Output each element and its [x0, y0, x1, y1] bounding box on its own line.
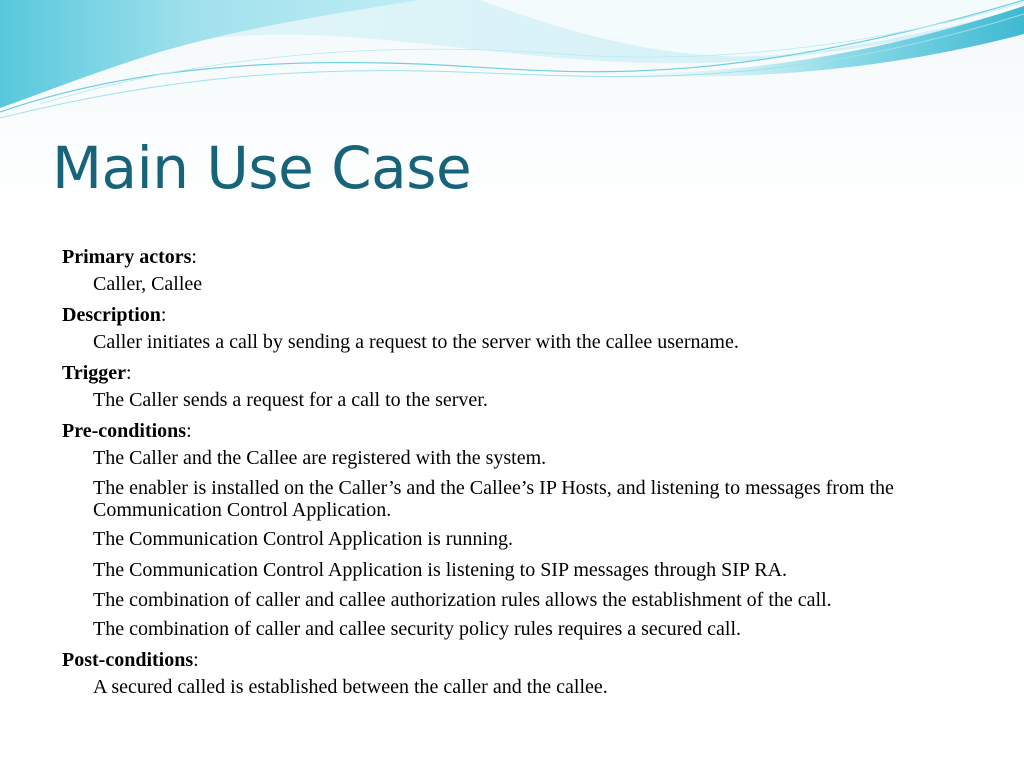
list-item: The Communication Control Application is running. — [93, 528, 513, 550]
heading-label: Post-conditions — [62, 649, 194, 671]
list-item: The Caller and the Callee are registered with the system. — [93, 447, 547, 469]
heading-label: Description — [62, 304, 161, 326]
section-pre-conditions — [62, 418, 962, 643]
heading-colon: : — [160, 304, 167, 326]
section-heading — [62, 647, 962, 674]
list-item: Caller initiates a call by sending a request to the server with the callee username. — [93, 331, 739, 353]
section-heading — [62, 418, 962, 445]
header-wave-decoration — [0, 0, 1024, 130]
heading-label: Pre-conditions — [62, 420, 187, 442]
heading-colon: : — [193, 649, 199, 671]
section-description — [62, 302, 962, 356]
heading-colon: : — [186, 420, 192, 442]
heading-colon: : — [126, 362, 132, 384]
section-heading — [62, 302, 962, 329]
section-heading — [62, 244, 962, 271]
heading-colon: : — [191, 246, 197, 268]
list-item: The combination of caller and callee security policy rules requires a secured call. — [93, 618, 742, 640]
slide-title: Main Use Case — [52, 134, 472, 202]
list-item: The enabler is installed on the Caller’s and the Callee’s IP Hosts, and listening to messages from the Communication Control Application. — [93, 477, 894, 521]
list-item: The Caller sends a request for a call to the server. — [93, 389, 488, 411]
list-item: The Communication Control Application is listening to SIP messages through SIP RA. — [93, 559, 788, 581]
section-trigger — [62, 360, 962, 414]
list-item: The combination of caller and callee authorization rules allows the establishment of the call. — [93, 589, 832, 611]
slide-content — [62, 244, 962, 705]
list-item: Caller, Callee — [93, 273, 203, 295]
heading-label: Trigger — [62, 362, 127, 384]
section-primary-actors — [62, 244, 962, 298]
list-item: A secured called is established between the caller and the callee. — [93, 676, 608, 698]
section-post-conditions — [62, 647, 962, 701]
section-heading — [62, 360, 962, 387]
heading-label: Primary actors — [62, 246, 192, 268]
